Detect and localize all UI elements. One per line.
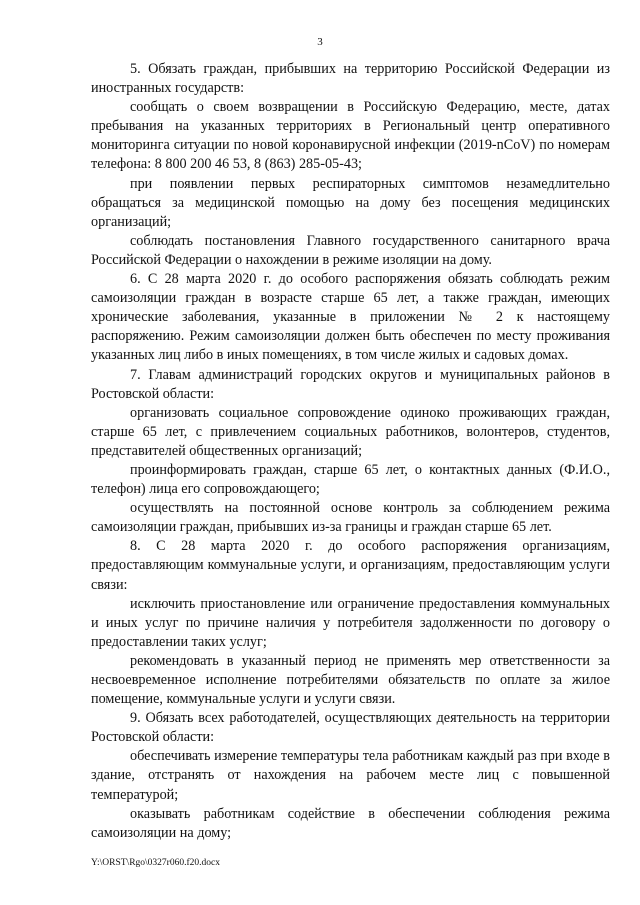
paragraph: 7. Главам администраций городских округов и муниципальных районов в Ростовской области: <box>91 366 610 402</box>
paragraph: осуществлять на постоянной основе контроль за соблюдением режима самоизоляции граждан, прибывших из-за границы и граждан старше 65 лет. <box>91 500 610 536</box>
footer-file-path: Y:\ORST\Rgo\0327r060.f20.docx <box>91 858 220 868</box>
paragraph: обеспечивать измерение температуры тела работникам каждый раз при входе в здание, отстранять от нахождения на рабочем месте лиц с повышенной температурой; <box>91 748 610 803</box>
paragraph: рекомендовать в указанный период не применять мер ответственности за несвоевременное исполнение потребителями обязательств по оплате за жилое помещение, коммунальные услуги и услуги связи. <box>91 652 610 708</box>
paragraph: при появлении первых респираторных симптомов незамедлительно обращаться за медицинской помощью на дому без посещения медицинских организаций; <box>91 175 610 230</box>
paragraph: 5. Обязать граждан, прибывших на территорию Российской Федерации из иностранных государств: <box>91 61 610 97</box>
paragraph: проинформировать граждан, старше 65 лет, о контактных данных (Ф.И.О., телефон) лица его сопровождающего; <box>91 461 610 498</box>
paragraph: оказывать работникам содействие в обеспечении соблюдения режима самоизоляции на дому; <box>91 805 610 841</box>
paragraph: 6. С 28 марта 2020 г. до особого распоряжения обязать соблюдать режим самоизоляции граждан в возрасте старше 65 лет, а также граждан, имеющих хронические заболевания, указанные в приложении № 2 к настоящему распоряжению. Режим самоизоляции должен быть обеспечен по месту проживания указанных лиц либо в иных помещениях, в том числе жилых и садовых домах. <box>91 271 610 364</box>
paragraph: организовать социальное сопровождение одиноко проживающих граждан, старше 65 лет, с привлечением социальных работников, волонтеров, студентов, представителей общественных организаций; <box>91 404 610 459</box>
paragraph: 9. Обязать всех работодателей, осуществляющих деятельность на территории Ростовской области: <box>91 710 610 746</box>
page-number: 3 <box>317 36 323 48</box>
paragraph: 8. С 28 марта 2020 г. до особого распоряжения организациям, предоставляющим коммунальные услуги, и организациям, предоставляющим услуги связи: <box>91 538 610 593</box>
paragraph: соблюдать постановления Главного государственного санитарного врача Российской Федерации о нахождении в режиме изоляции на дому. <box>91 232 610 268</box>
document-body <box>91 60 610 843</box>
paragraph: сообщать о своем возвращении в Российскую Федерацию, месте, датах пребывания на указанных территориях в Региональный центр оперативного мониторинга ситуации по новой коронавирусной инфекции (2019-nCoV) по номерам телефона: 8 800 200 46 53, 8 (863) 285-05-43; <box>91 99 610 173</box>
paragraph: исключить приостановление или ограничение предоставления коммунальных и иных услуг по причине наличия у потребителя задолженности по договору о предоставлении таких услуг; <box>91 595 610 650</box>
